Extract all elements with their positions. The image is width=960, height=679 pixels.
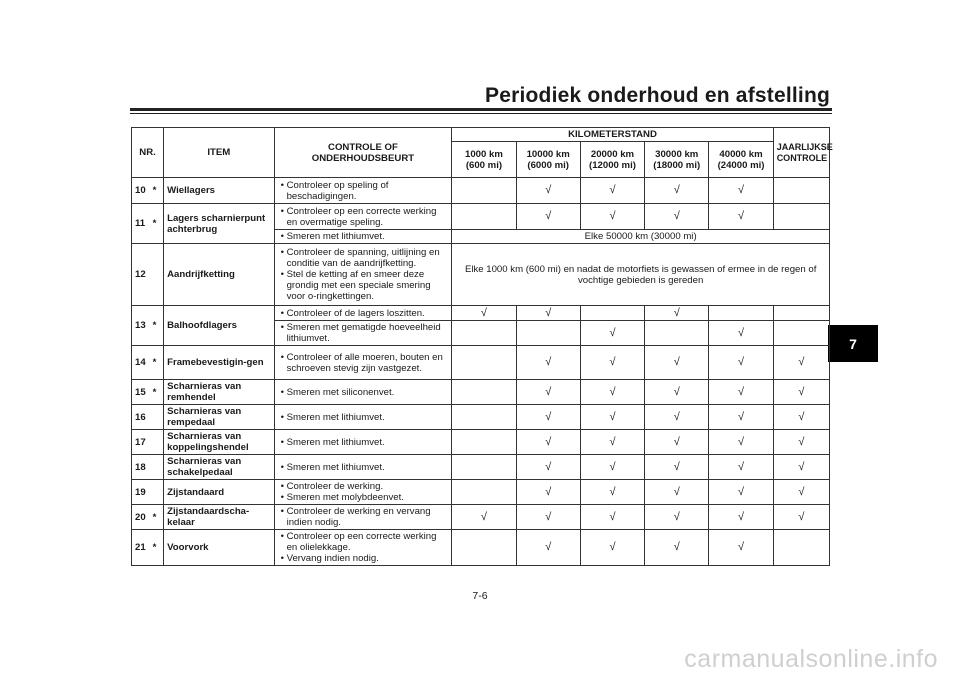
check-cell: √ [580, 530, 644, 566]
row-action [274, 380, 452, 405]
check-cell: √ [709, 405, 773, 430]
check-cell [773, 306, 829, 321]
row-action [274, 455, 452, 480]
row-number: 16 [132, 405, 153, 430]
action-bullet: • Controleer of alle moeren, bouten en schroeven stevig zijn vastgezet. [279, 352, 449, 374]
interval-note: Elke 50000 km (30000 mi) [452, 230, 830, 244]
watermark: carmanualsonline.info [684, 645, 938, 673]
check-cell [773, 204, 829, 230]
check-cell [452, 321, 516, 346]
row-item: Scharnieras van koppelingshendel [164, 430, 274, 455]
action-bullet: • Controleer op speling of beschadigingen. [279, 180, 449, 202]
check-cell: √ [773, 405, 829, 430]
check-cell: √ [709, 204, 773, 230]
header-km-3: 30000 km (18000 mi) [645, 142, 709, 178]
action-bullet: • Controleer de werking en vervang indien nodig. [279, 506, 449, 528]
check-cell: √ [452, 306, 516, 321]
row-action [274, 505, 452, 530]
table-row [132, 204, 830, 230]
header-nr: NR. [132, 128, 164, 178]
check-cell [773, 178, 829, 204]
check-cell: √ [645, 178, 709, 204]
action-bullet: • Smeren met lithiumvet. [279, 412, 449, 423]
maintenance-table [131, 127, 833, 566]
row-star-marker [153, 480, 164, 505]
check-cell: √ [516, 346, 580, 380]
row-action [274, 530, 452, 566]
check-cell: √ [773, 380, 829, 405]
check-cell: √ [645, 346, 709, 380]
table-row [132, 346, 830, 380]
row-number: 20 [132, 505, 153, 530]
check-cell: √ [709, 346, 773, 380]
row-item: Lagers scharnierpunt achterbrug [164, 204, 274, 244]
row-action [274, 430, 452, 455]
chapter-tab[interactable]: 7 [828, 325, 878, 362]
check-cell: √ [709, 480, 773, 505]
action-bullet: • Smeren met lithiumvet. [279, 437, 449, 448]
header-item: ITEM [164, 128, 274, 178]
header-action: CONTROLE OF ONDERHOUDSBEURT [274, 128, 452, 178]
row-star-marker: * [153, 204, 164, 244]
row-number: 12 [132, 244, 153, 306]
check-cell: √ [645, 530, 709, 566]
check-cell: √ [709, 380, 773, 405]
page-title: Periodiek onderhoud en afstelling [485, 84, 830, 107]
check-cell: √ [516, 430, 580, 455]
page-number: 7-6 [472, 590, 488, 602]
action-bullet: • Controleer op een correcte werking en olielekkage. [279, 531, 449, 553]
row-item: Voorvork [164, 530, 274, 566]
row-star-marker: * [153, 306, 164, 346]
row-number: 19 [132, 480, 153, 505]
row-action [274, 405, 452, 430]
table-row [132, 244, 830, 306]
table-row [132, 306, 830, 321]
check-cell: √ [645, 405, 709, 430]
check-cell: √ [516, 405, 580, 430]
check-cell: √ [645, 505, 709, 530]
row-action [274, 306, 452, 321]
row-number: 10 [132, 178, 153, 204]
action-bullet: • Controleer op een correcte werking en overmatige speling. [279, 206, 449, 228]
header-km-1: 10000 km (6000 mi) [516, 142, 580, 178]
row-number: 14 [132, 346, 153, 380]
check-cell: √ [709, 455, 773, 480]
check-cell: √ [773, 430, 829, 455]
check-cell: √ [580, 505, 644, 530]
check-cell: √ [580, 480, 644, 505]
row-star-marker: * [153, 380, 164, 405]
row-action [274, 204, 452, 230]
check-cell: √ [709, 505, 773, 530]
check-cell: √ [516, 178, 580, 204]
action-bullet: • Controleer de spanning, uitlijning en conditie van de aandrijfketting. [279, 247, 449, 269]
check-cell: √ [580, 380, 644, 405]
title-rule-thick [130, 108, 832, 111]
check-cell: √ [580, 321, 644, 346]
table-row [132, 405, 830, 430]
row-star-marker [153, 405, 164, 430]
check-cell: √ [516, 505, 580, 530]
row-number: 13 [132, 306, 153, 346]
check-cell: √ [452, 505, 516, 530]
row-item: Balhoofdlagers [164, 306, 274, 346]
check-cell: √ [645, 204, 709, 230]
row-star-marker: * [153, 178, 164, 204]
check-cell [452, 405, 516, 430]
check-cell: √ [580, 455, 644, 480]
check-cell: √ [516, 530, 580, 566]
check-cell [709, 306, 773, 321]
row-item: Scharnieras van schakelpedaal [164, 455, 274, 480]
check-cell: √ [773, 505, 829, 530]
check-cell [452, 346, 516, 380]
check-cell: √ [516, 204, 580, 230]
action-bullet: • Stel de ketting af en smeer deze grondig met een speciale smering voor o-ringkettingen. [279, 269, 449, 302]
check-cell [516, 321, 580, 346]
row-item: Scharnieras van rempedaal [164, 405, 274, 430]
check-cell: √ [645, 455, 709, 480]
header-km-group: KILOMETERSTAND [452, 128, 773, 142]
check-cell: √ [580, 405, 644, 430]
check-cell: √ [645, 480, 709, 505]
row-item: Wiellagers [164, 178, 274, 204]
check-cell: √ [709, 178, 773, 204]
row-action [274, 346, 452, 380]
action-bullet: • Smeren met lithiumvet. [279, 462, 449, 473]
action-bullet: • Smeren met gematigde hoeveelheid lithiumvet. [279, 322, 449, 344]
action-bullet: • Smeren met molybdeenvet. [279, 492, 449, 503]
check-cell [452, 455, 516, 480]
title-rule-thin [130, 113, 832, 114]
row-item: Framebevestigin-gen [164, 346, 274, 380]
check-cell: √ [516, 306, 580, 321]
check-cell: √ [516, 455, 580, 480]
row-item: Zijstandaardscha-kelaar [164, 505, 274, 530]
check-cell: √ [709, 321, 773, 346]
row-action [274, 178, 452, 204]
check-cell [645, 321, 709, 346]
header-km-2: 20000 km (12000 mi) [580, 142, 644, 178]
row-number: 11 [132, 204, 153, 244]
interval-note: Elke 1000 km (600 mi) en nadat de motorfiets is gewassen of ermee in de regen of vochtige gebieden is gereden [452, 244, 830, 306]
row-star-marker: * [153, 505, 164, 530]
check-cell: √ [580, 430, 644, 455]
action-bullet: • Smeren met siliconenvet. [279, 387, 449, 398]
row-number: 15 [132, 380, 153, 405]
row-number: 18 [132, 455, 153, 480]
table-row [132, 178, 830, 204]
row-star-marker [153, 430, 164, 455]
row-action [274, 244, 452, 306]
action-bullet: • Controleer of de lagers loszitten. [279, 308, 449, 319]
row-star-marker [153, 455, 164, 480]
check-cell: √ [516, 380, 580, 405]
table-row [132, 480, 830, 505]
check-cell: √ [773, 480, 829, 505]
check-cell [452, 380, 516, 405]
row-item: Zijstandaard [164, 480, 274, 505]
check-cell [452, 430, 516, 455]
table-row [132, 455, 830, 480]
header-annual: JAARLIJKSE CONTROLE [773, 128, 829, 178]
table-row [132, 430, 830, 455]
table-row [132, 380, 830, 405]
check-cell: √ [645, 380, 709, 405]
row-number: 17 [132, 430, 153, 455]
check-cell: √ [709, 530, 773, 566]
header-km-0: 1000 km (600 mi) [452, 142, 516, 178]
check-cell: √ [773, 455, 829, 480]
check-cell: √ [645, 430, 709, 455]
check-cell [452, 530, 516, 566]
header-km-4: 40000 km (24000 mi) [709, 142, 773, 178]
check-cell [452, 204, 516, 230]
row-item: Scharnieras van remhendel [164, 380, 274, 405]
table-row [132, 530, 830, 566]
action-bullet: • Smeren met lithiumvet. [279, 231, 449, 242]
row-star-marker [153, 244, 164, 306]
check-cell [580, 306, 644, 321]
row-star-marker: * [153, 530, 164, 566]
table-row [132, 505, 830, 530]
check-cell: √ [580, 346, 644, 380]
check-cell: √ [580, 178, 644, 204]
row-action [274, 321, 452, 346]
check-cell: √ [516, 480, 580, 505]
check-cell: √ [580, 204, 644, 230]
check-cell [452, 178, 516, 204]
row-action [274, 480, 452, 505]
action-bullet: • Vervang indien nodig. [279, 553, 449, 564]
check-cell [773, 321, 829, 346]
check-cell [452, 480, 516, 505]
row-item: Aandrijfketting [164, 244, 274, 306]
check-cell: √ [773, 346, 829, 380]
row-star-marker: * [153, 346, 164, 380]
row-number: 21 [132, 530, 153, 566]
check-cell [773, 530, 829, 566]
row-action [274, 230, 452, 244]
check-cell: √ [709, 430, 773, 455]
action-bullet: • Controleer de werking. [279, 481, 449, 492]
check-cell: √ [645, 306, 709, 321]
